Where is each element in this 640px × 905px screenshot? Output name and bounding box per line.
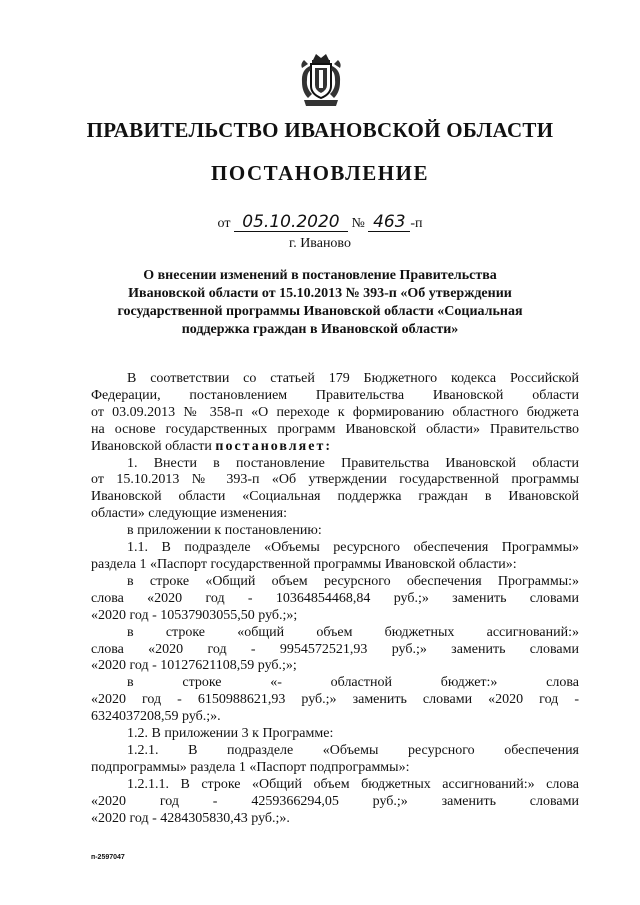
date-prefix: от [217, 216, 231, 231]
body-line: области» следующие изменения: [91, 506, 288, 522]
subject-line: поддержка граждан в Ивановской области» [181, 322, 459, 337]
body-line: в строке «Общий объем ресурсного обеспечения Программы:» [127, 573, 579, 589]
body-line: в приложении к постановлению: [127, 523, 322, 539]
body-line: «2020 год - 4259366294,05 руб.;» заменить словами [91, 793, 579, 809]
document-subject [98, 267, 542, 339]
body-line: 1. Внести в постановление Правительства Ивановской области [127, 455, 579, 471]
number-suffix: -п [410, 216, 423, 231]
document-code: п-2597047 [91, 854, 125, 861]
body-line: 1.1. В подразделе «Объемы ресурсного обеспечения Программы» [127, 540, 579, 556]
body-line: в строке «- областной бюджет:» слова [127, 675, 579, 691]
body-line: «2020 год - 10127621108,59 руб.;»; [91, 658, 297, 674]
subject-line: О внесении изменений в постановление Правительства [143, 268, 497, 283]
body-line: 1.2. В приложении 3 к Программе: [127, 726, 334, 742]
body-line: в строке «общий объем бюджетных ассигнований:» [127, 624, 579, 640]
coat-of-arms-emblem [296, 52, 346, 108]
body-line: 1.2.1. В подразделе «Объемы ресурсного обеспечения [127, 742, 579, 758]
subject-line: государственной программы Ивановской области «Социальная [117, 304, 523, 319]
coat-of-arms-icon [296, 52, 346, 108]
body-line: 1.2.1.1. В строке «Общий объем бюджетных ассигнований:» слова [127, 776, 579, 792]
body-line: «2020 год - 10537903055,50 руб.;»; [91, 607, 298, 623]
body-line: от 15.10.2013 № 393-п «Об утверждении государственной программы [91, 472, 579, 488]
document-date: 05.10.2020 [234, 213, 348, 232]
body-line: Ивановской области «Социальная поддержка граждан в Ивановской [91, 489, 579, 505]
body-line: подпрограммы» раздела 1 «Паспорт подпрограммы»: [91, 759, 410, 775]
body-line: слова «2020 год - 9954572521,93 руб.;» заменить словами [91, 641, 579, 657]
body-line: слова «2020 год - 10364854468,84 руб.;» заменить словами [91, 590, 579, 606]
document-type: ПОСТАНОВЛЕНИЕ [211, 161, 429, 185]
body-line [91, 439, 579, 456]
document-body [91, 371, 579, 827]
body-line: «2020 год - 4284305830,43 руб.;». [91, 810, 290, 826]
resolution-word: постановляет: [215, 438, 332, 454]
subject-line: Ивановской области от 15.10.2013 № 393-п «Об утверждении [128, 286, 512, 301]
body-line: Федерации, постановлением Правительства Ивановской области [91, 387, 579, 403]
body-line: от 03.09.2013 № 358-п «О переходе к формированию областного бюджета [91, 404, 579, 420]
date-number-line [0, 213, 640, 232]
body-line: на основе государственных программ Ивановской области» Правительство [91, 421, 579, 437]
number-sign: № [351, 216, 365, 231]
resolution-prefix: Ивановской области [91, 438, 212, 454]
body-line: В соответствии со статьей 179 Бюджетного кодекса Российской [127, 371, 579, 386]
body-line: раздела 1 «Паспорт государственной программы Ивановской области»: [91, 556, 517, 572]
document-number: 463 [368, 213, 410, 232]
body-line: 6324037208,59 руб.;». [91, 709, 221, 725]
government-title: ПРАВИТЕЛЬСТВО ИВАНОВСКОЙ ОБЛАСТИ [86, 118, 554, 142]
body-line: «2020 год - 6150988621,93 руб.;» заменить словами «2020 год - [91, 692, 579, 708]
city: г. Иваново [289, 236, 351, 251]
